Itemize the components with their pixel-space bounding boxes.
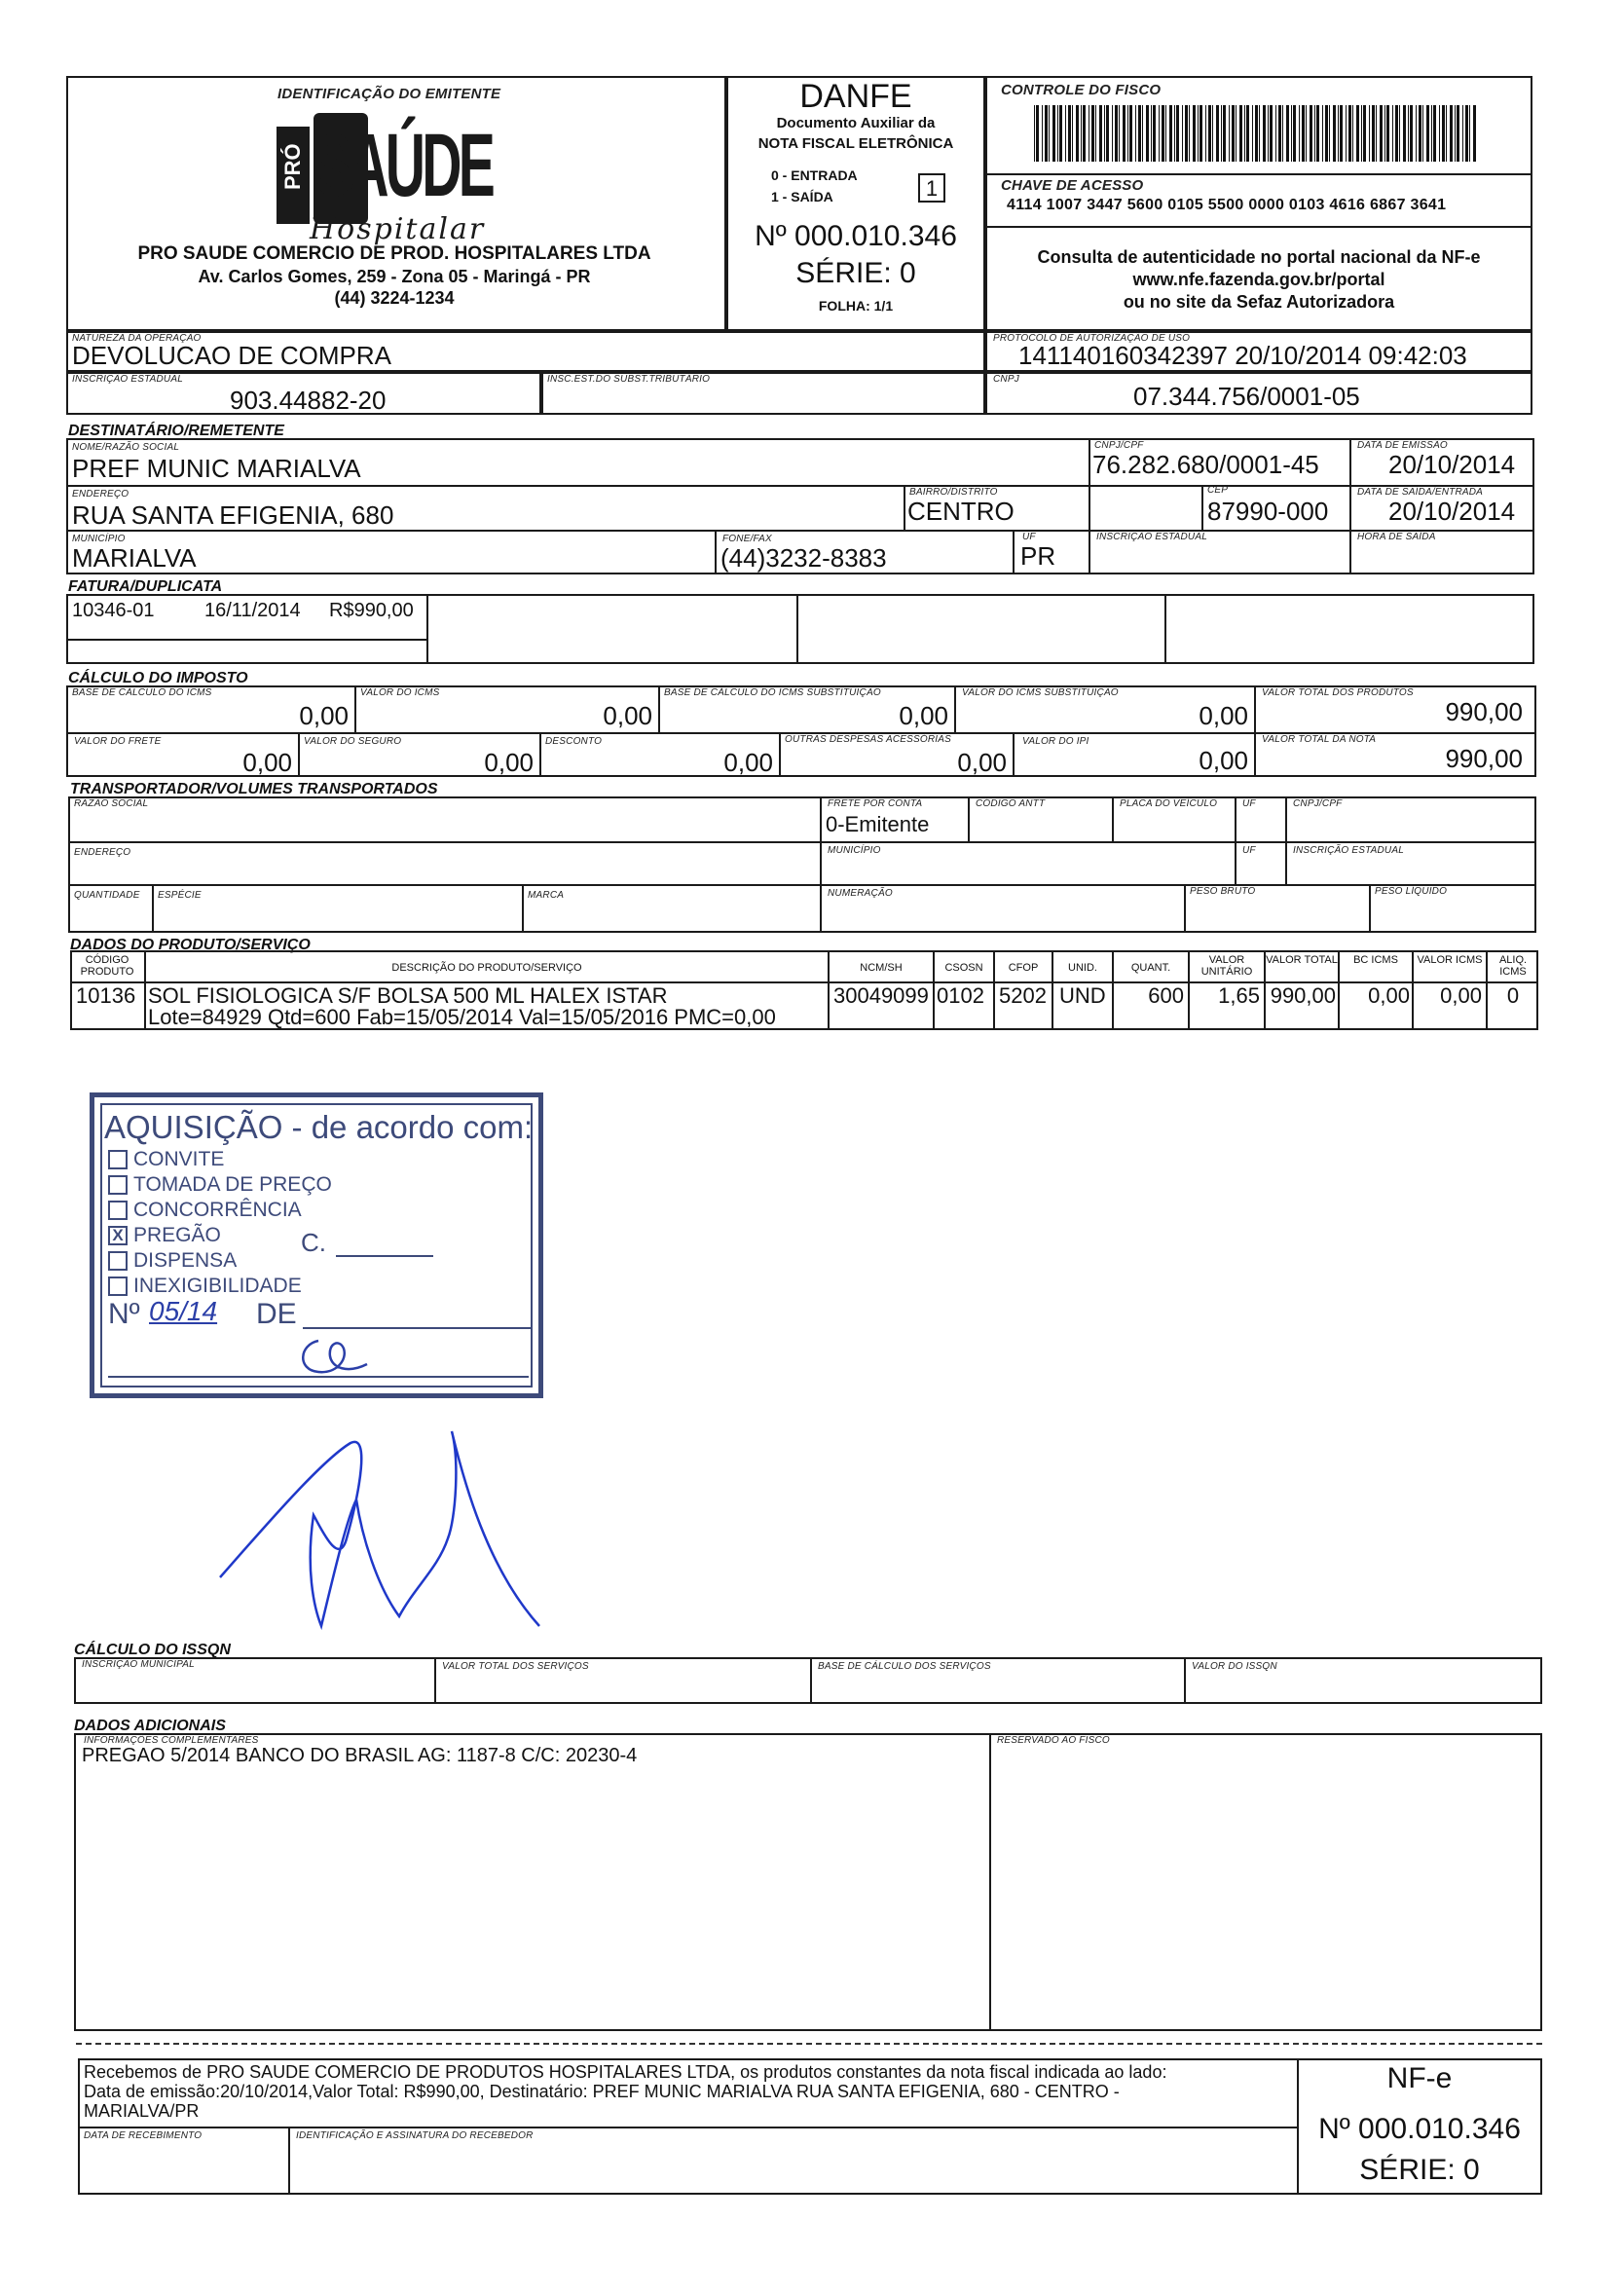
dest-endereco-value: RUA SANTA EFIGENIA, 680 bbox=[72, 500, 394, 530]
signature bbox=[204, 1422, 565, 1675]
imp-icms-label: VALOR DO ICMS bbox=[360, 687, 440, 698]
stamp-title: AQUISIÇÃO - de acordo com: bbox=[104, 1109, 534, 1145]
issqn-valor-label: VALOR DO ISSQN bbox=[1192, 1661, 1277, 1672]
dest-emissao-label: DATA DE EMISSÃO bbox=[1357, 440, 1448, 451]
stamp-checkbox bbox=[108, 1276, 128, 1296]
barcode-bar bbox=[1095, 105, 1096, 162]
barcode-bar bbox=[1299, 105, 1300, 162]
dest-ie-label: INSCRIÇÃO ESTADUAL bbox=[1096, 532, 1207, 542]
barcode-bar bbox=[1159, 105, 1160, 162]
barcode-bar bbox=[1252, 105, 1253, 162]
dest-uf-value: PR bbox=[1020, 541, 1056, 571]
barcode-bar bbox=[1142, 105, 1143, 162]
stamp-option bbox=[108, 1148, 224, 1171]
issqn-box bbox=[74, 1657, 1542, 1704]
item-csosn: 0102 bbox=[937, 983, 984, 1008]
issqn-bc-label: BASE DE CÁLCULO DOS SERVIÇOS bbox=[818, 1661, 991, 1672]
imp-outras-label: OUTRAS DESPESAS ACESSÓRIAS bbox=[785, 734, 951, 745]
stamp-checkbox bbox=[108, 1150, 128, 1169]
barcode-bar bbox=[1135, 105, 1136, 162]
canhoto-texto3: MARIALVA/PR bbox=[84, 2101, 200, 2121]
imp-icms-st-label: VALOR DO ICMS SUBSTITUIÇÃO bbox=[962, 687, 1119, 698]
fatura-cell-border bbox=[66, 594, 428, 641]
cnpj-emitente-label: CNPJ bbox=[993, 374, 1019, 385]
transportador-box bbox=[68, 796, 1536, 933]
item-cfop: 5202 bbox=[999, 983, 1047, 1008]
th-vicms: VALOR ICMS bbox=[1417, 954, 1483, 966]
stamp-initials bbox=[289, 1331, 377, 1386]
barcode-bar bbox=[1212, 105, 1213, 162]
item-ncm: 30049099 bbox=[833, 983, 929, 1008]
adicionais-box bbox=[74, 1733, 1542, 2031]
barcode-bar bbox=[1450, 105, 1453, 162]
imp-total-nota-label: VALOR TOTAL DA NOTA bbox=[1262, 734, 1377, 745]
stamp-option-label: PREGÃO bbox=[133, 1224, 221, 1246]
th-ncm: NCM/SH bbox=[860, 962, 903, 974]
consulta-line3: ou no site da Sefaz Autorizadora bbox=[1123, 292, 1395, 312]
stamp-date-line bbox=[303, 1327, 531, 1329]
dest-cnpj-value: 76.282.680/0001-45 bbox=[1092, 450, 1319, 479]
item-quant: 600 bbox=[1148, 983, 1184, 1008]
stamp-option-label: CONVITE bbox=[133, 1148, 225, 1170]
barcode-bar bbox=[1384, 105, 1385, 162]
fatura-valor: R$990,00 bbox=[329, 600, 414, 621]
imp-desconto-value: 0,00 bbox=[723, 748, 773, 777]
barcode-bar bbox=[1369, 105, 1370, 162]
barcode-bar bbox=[1065, 105, 1066, 162]
imp-frete-label: VALOR DO FRETE bbox=[74, 736, 162, 747]
barcode-bar bbox=[1223, 105, 1226, 162]
barcode-bar bbox=[1091, 105, 1094, 162]
danfe-serie: SÉRIE: 0 bbox=[795, 257, 916, 289]
barcode-bar bbox=[1316, 105, 1319, 162]
cut-line bbox=[76, 2043, 1542, 2045]
ie-value: 903.44882-20 bbox=[230, 386, 387, 415]
stamp-checkbox: X bbox=[108, 1226, 128, 1245]
natureza-label: NATUREZA DA OPERAÇÃO bbox=[72, 333, 202, 344]
barcode-bar bbox=[1176, 105, 1179, 162]
barcode-bar bbox=[1263, 105, 1266, 162]
barcode-bar bbox=[1410, 105, 1413, 162]
danfe-entrada: 0 - ENTRADA bbox=[771, 167, 858, 183]
barcode-bar bbox=[1314, 105, 1315, 162]
ie-st-label: INSC.EST.DO SUBST.TRIBUTÁRIO bbox=[547, 374, 711, 385]
barcode-bar bbox=[1246, 105, 1249, 162]
barcode-bar bbox=[1457, 105, 1459, 162]
destinatario-section: DESTINATÁRIO/REMETENTE bbox=[68, 423, 284, 439]
barcode-bar bbox=[1255, 105, 1258, 162]
dest-hora-label: HORA DE SAÍDA bbox=[1357, 532, 1436, 542]
th-codigo: CÓDIGO PRODUTO bbox=[80, 954, 134, 978]
item-unid: UND bbox=[1059, 983, 1106, 1008]
logo-script-text: Hospitalar bbox=[310, 212, 486, 246]
imp-ipi-label: VALOR DO IPI bbox=[1022, 736, 1089, 747]
barcode-bar bbox=[1302, 105, 1305, 162]
imp-bc-st-value: 0,00 bbox=[899, 701, 948, 730]
barcode-bar bbox=[1259, 105, 1260, 162]
th-csosn: CSOSN bbox=[944, 962, 983, 974]
barcode-bar bbox=[1059, 105, 1062, 162]
barcode-bar bbox=[1232, 105, 1235, 162]
barcode-bar bbox=[1426, 105, 1429, 162]
dest-saida-value: 20/10/2014 bbox=[1388, 497, 1516, 526]
barcode-bar bbox=[1042, 105, 1043, 162]
dest-municipio-label: MUNICÍPIO bbox=[72, 534, 126, 544]
dest-bairro-value: CENTRO bbox=[907, 497, 1015, 526]
th-bcicms: BC ICMS bbox=[1353, 954, 1398, 966]
barcode-bar bbox=[1473, 105, 1476, 162]
fatura-vencimento: 16/11/2014 bbox=[204, 600, 301, 621]
trans-numeracao-label: NUMERAÇÃO bbox=[828, 888, 893, 899]
adicionais-fisco-label: RESERVADO AO FISCO bbox=[997, 1735, 1110, 1746]
canhoto-ident-label: IDENTIFICAÇÃO E ASSINATURA DO RECEBEDOR bbox=[296, 2130, 534, 2141]
imposto-section: CÁLCULO DO IMPOSTO bbox=[68, 670, 248, 686]
imp-desconto-label: DESCONTO bbox=[545, 736, 603, 747]
barcode-bar bbox=[1165, 105, 1166, 162]
barcode-bar bbox=[1045, 105, 1048, 162]
trans-uf2-label: UF bbox=[1242, 845, 1256, 856]
barcode-bar bbox=[1081, 105, 1082, 162]
dest-municipio-value: MARIALVA bbox=[72, 543, 197, 573]
barcode-bar bbox=[1386, 105, 1389, 162]
protocolo-value: 141140160342397 20/10/2014 09:42:03 bbox=[1018, 341, 1467, 370]
barcode-bar bbox=[1239, 105, 1242, 162]
item-descricao2: Lote=84929 Qtd=600 Fab=15/05/2014 Val=15/05/2016 PMC=0,00 bbox=[148, 1005, 776, 1029]
protocolo-label: PROTOCOLO DE AUTORIZAÇÃO DE USO bbox=[993, 333, 1191, 344]
barcode-bar bbox=[1338, 105, 1339, 162]
danfe-tipo: 1 bbox=[918, 173, 945, 203]
danfe-title: DANFE bbox=[799, 78, 912, 115]
barcode-bar bbox=[1270, 105, 1273, 162]
trans-peso-bruto-label: PESO BRUTO bbox=[1190, 886, 1256, 897]
barcode-bar bbox=[1216, 105, 1219, 162]
barcode-bar bbox=[1162, 105, 1164, 162]
barcode-bar bbox=[1123, 105, 1126, 162]
barcode-bar bbox=[1352, 105, 1353, 162]
stamp-option bbox=[108, 1249, 237, 1273]
stamp-option bbox=[108, 1173, 332, 1197]
canhoto-serie: SÉRIE: 0 bbox=[1359, 2154, 1480, 2186]
canhoto-texto2: Data de emissão:20/10/2014,Valor Total: R$990,00, Destinatário: PREF MUNIC MARIALVA RUA SANTA EFIGENIA, 680 - CENTRO - bbox=[84, 2082, 1120, 2101]
trans-endereco-label: ENDEREÇO bbox=[74, 847, 131, 858]
controle-fisco-label: CONTROLE DO FISCO bbox=[1001, 82, 1162, 98]
barcode-bar bbox=[1455, 105, 1456, 162]
barcode-bar bbox=[1442, 105, 1445, 162]
barcode-bar bbox=[1169, 105, 1172, 162]
danfe-numero: Nº 000.010.346 bbox=[755, 220, 957, 252]
barcode-bar bbox=[1057, 105, 1058, 162]
barcode-bar bbox=[1380, 105, 1383, 162]
canhoto-texto1: Recebemos de PRO SAUDE COMERCIO DE PRODUTOS HOSPITALARES LTDA, os produtos constantes da nota fiscal indicada ao lado: bbox=[84, 2062, 1167, 2082]
item-vtotal: 990,00 bbox=[1270, 983, 1336, 1008]
barcode-bar bbox=[1363, 105, 1366, 162]
barcode-bar bbox=[1182, 105, 1183, 162]
barcode-bar bbox=[1333, 105, 1336, 162]
barcode-bar bbox=[1282, 105, 1283, 162]
barcode-bar bbox=[1293, 105, 1296, 162]
company-logo bbox=[271, 109, 524, 246]
barcode-bar bbox=[1278, 105, 1281, 162]
natureza-value: DEVOLUCAO DE COMPRA bbox=[72, 341, 391, 370]
dest-uf-label: UF bbox=[1022, 532, 1036, 542]
stamp-option-label: INEXIGIBILIDADE bbox=[133, 1275, 302, 1297]
stamp-numero: 05/14 bbox=[149, 1296, 218, 1326]
barcode-bar bbox=[1208, 105, 1211, 162]
adicionais-info-label: INFORMAÇÕES COMPLEMENTARES bbox=[84, 1735, 259, 1746]
th-vtotal: VALOR TOTAL bbox=[1266, 954, 1338, 966]
stamp-option bbox=[108, 1224, 221, 1247]
item-codigo: 10136 bbox=[76, 983, 136, 1008]
barcode-bar bbox=[1286, 105, 1289, 162]
barcode-bar bbox=[1099, 105, 1102, 162]
stamp-option-label: TOMADA DE PREÇO bbox=[133, 1173, 332, 1196]
item-aliq: 0 bbox=[1506, 983, 1520, 1008]
barcode-bar bbox=[1049, 105, 1050, 162]
item-descricao1: SOL FISIOLOGICA S/F BOLSA 500 ML HALEX ISTAR bbox=[148, 983, 668, 1008]
barcode-bar bbox=[1034, 105, 1035, 162]
barcode-bar bbox=[1446, 105, 1447, 162]
dest-cep-label: CEP bbox=[1207, 485, 1229, 496]
barcode-bar bbox=[1189, 105, 1190, 162]
barcode-bar bbox=[1392, 105, 1393, 162]
logo-small-text: PRÓ bbox=[280, 143, 305, 190]
barcode-bar bbox=[1205, 105, 1206, 162]
imp-icms-value: 0,00 bbox=[603, 701, 652, 730]
chave-acesso-label: CHAVE DE ACESSO bbox=[1001, 177, 1144, 194]
barcode-bar bbox=[1106, 105, 1109, 162]
imp-outras-value: 0,00 bbox=[957, 748, 1007, 777]
barcode-bar bbox=[1268, 105, 1269, 162]
stamp-c-line bbox=[336, 1255, 433, 1257]
barcode-bar bbox=[1072, 105, 1073, 162]
barcode-bar bbox=[1185, 105, 1188, 162]
barcode-bar bbox=[1291, 105, 1292, 162]
issqn-vts-label: VALOR TOTAL DOS SERVIÇOS bbox=[442, 1661, 589, 1672]
consulta-line2: www.nfe.fazenda.gov.br/portal bbox=[1132, 270, 1385, 289]
imp-total-prod-value: 990,00 bbox=[1445, 697, 1523, 726]
barcode-bar bbox=[1198, 105, 1199, 162]
imp-ipi-value: 0,00 bbox=[1199, 746, 1248, 775]
fatura-numero: 10346-01 bbox=[72, 600, 155, 621]
stamp-option bbox=[108, 1275, 302, 1298]
trans-placa-label: PLACA DO VEÍCULO bbox=[1120, 798, 1218, 809]
item-bcicms: 0,00 bbox=[1368, 983, 1410, 1008]
barcode-bar bbox=[1422, 105, 1423, 162]
barcode-bar bbox=[1275, 105, 1276, 162]
barcode-bar bbox=[1346, 105, 1347, 162]
barcode-bar bbox=[1174, 105, 1175, 162]
consulta-line1: Consulta de autenticidade no portal nacional da NF-e bbox=[1037, 247, 1481, 267]
barcode-bar bbox=[1146, 105, 1149, 162]
adicionais-section: DADOS ADICIONAIS bbox=[74, 1718, 226, 1734]
danfe-saida: 1 - SAÍDA bbox=[771, 189, 833, 204]
trans-cnpj-label: CNPJ/CPF bbox=[1293, 798, 1343, 809]
chave-acesso: 4114 1007 3447 5600 0105 5500 0000 0103 4616 6867 3641 bbox=[1007, 197, 1447, 213]
trans-municipio-label: MUNICÍPIO bbox=[828, 845, 881, 856]
barcode-bar bbox=[1465, 105, 1468, 162]
dest-emissao-value: 20/10/2014 bbox=[1388, 450, 1516, 479]
adicionais-info: PREGAO 5/2014 BANCO DO BRASIL AG: 1187-8 C/C: 20230-4 bbox=[82, 1745, 638, 1766]
item-vunit: 1,65 bbox=[1218, 983, 1260, 1008]
barcode-bar bbox=[1052, 105, 1055, 162]
th-unid: UNID. bbox=[1068, 962, 1097, 974]
dest-nome-label: NOME/RAZÃO SOCIAL bbox=[72, 442, 180, 453]
stamp-checkbox bbox=[108, 1175, 128, 1195]
danfe-subtitle1: Documento Auxiliar da bbox=[776, 115, 936, 131]
trans-uf-label: UF bbox=[1242, 798, 1256, 809]
issqn-im-label: INSCRIÇÃO MUNICIPAL bbox=[82, 1659, 195, 1670]
barcode-bar bbox=[1469, 105, 1470, 162]
imp-total-nota-value: 990,00 bbox=[1445, 744, 1523, 773]
th-vunit: VALOR UNITÁRIO bbox=[1200, 954, 1253, 978]
stamp-option-label: DISPENSA bbox=[133, 1249, 238, 1272]
canhoto-numero: Nº 000.010.346 bbox=[1318, 2113, 1521, 2145]
canhoto-data-label: DATA DE RECEBIMENTO bbox=[84, 2130, 203, 2141]
barcode-bar bbox=[1200, 105, 1202, 162]
dest-fone-label: FONE/FAX bbox=[722, 534, 772, 544]
barcode-bar bbox=[1340, 105, 1343, 162]
barcode-bar bbox=[1462, 105, 1463, 162]
barcode-bar bbox=[1244, 105, 1245, 162]
imp-bc-st-label: BASE DE CÁLCULO DO ICMS SUBSTITUIÇÃO bbox=[664, 687, 881, 698]
trans-frete-value: 0-Emitente bbox=[826, 812, 930, 836]
barcode-bar bbox=[1306, 105, 1307, 162]
barcode-bar bbox=[1129, 105, 1132, 162]
emitente-name: PRO SAUDE COMERCIO DE PROD. HOSPITALARES LTDA bbox=[137, 243, 651, 264]
stamp-checkbox bbox=[108, 1251, 128, 1271]
dest-endereco-label: ENDEREÇO bbox=[72, 489, 129, 500]
imp-seguro-label: VALOR DO SEGURO bbox=[304, 736, 402, 747]
danfe-folha: FOLHA: 1/1 bbox=[818, 298, 894, 314]
issqn-section: CÁLCULO DO ISSQN bbox=[74, 1642, 231, 1658]
th-cfop: CFOP bbox=[1008, 962, 1039, 974]
th-quant: QUANT. bbox=[1130, 962, 1171, 974]
stamp-numero-label: Nº bbox=[108, 1298, 140, 1330]
produtos-section: DADOS DO PRODUTO/SERVIÇO bbox=[70, 937, 311, 953]
trans-marca-label: MARCA bbox=[528, 890, 565, 901]
transportador-section: TRANSPORTADOR/VOLUMES TRANSPORTADOS bbox=[70, 781, 438, 797]
barcode-bar bbox=[1416, 105, 1417, 162]
danfe-subtitle2: NOTA FISCAL ELETRÔNICA bbox=[757, 135, 954, 152]
th-aliq: ALIQ. ICMS bbox=[1498, 954, 1528, 978]
barcode-bar bbox=[1083, 105, 1086, 162]
barcode-bar bbox=[1151, 105, 1152, 162]
barcode-bar bbox=[1068, 105, 1071, 162]
barcode-bar bbox=[1433, 105, 1436, 162]
imp-bc-icms-label: BASE DE CÁLCULO DO ICMS bbox=[72, 687, 212, 698]
emitente-label: IDENTIFICAÇÃO DO EMITENTE bbox=[277, 86, 501, 102]
stamp-option-label: CONCORRÊNCIA bbox=[133, 1199, 302, 1221]
barcode-bar bbox=[1036, 105, 1039, 162]
trans-frete-label: FRETE POR CONTA bbox=[828, 798, 923, 809]
barcode-bar bbox=[1153, 105, 1156, 162]
barcode-bar bbox=[1356, 105, 1359, 162]
imp-seguro-value: 0,00 bbox=[484, 748, 534, 777]
th-descricao: DESCRIÇÃO DO PRODUTO/SERVIÇO bbox=[391, 962, 582, 974]
imp-frete-value: 0,00 bbox=[242, 748, 292, 777]
barcode-bar bbox=[1119, 105, 1120, 162]
barcode-bar bbox=[1408, 105, 1409, 162]
trans-razao-label: RAZÃO SOCIAL bbox=[74, 798, 149, 809]
barcode-bar bbox=[1229, 105, 1230, 162]
logo-main-text: SAÚDE bbox=[315, 116, 493, 215]
imp-icms-st-value: 0,00 bbox=[1199, 701, 1248, 730]
barcode bbox=[1034, 105, 1482, 162]
barcode-bar bbox=[1376, 105, 1377, 162]
barcode-bar bbox=[1395, 105, 1398, 162]
ie-label: INSCRIÇÃO ESTADUAL bbox=[72, 374, 183, 385]
aquisicao-stamp bbox=[90, 1092, 543, 1398]
barcode-bar bbox=[1419, 105, 1421, 162]
cnpj-emitente-value: 07.344.756/0001-05 bbox=[1133, 382, 1360, 411]
barcode-bar bbox=[1138, 105, 1141, 162]
barcode-bar bbox=[1115, 105, 1118, 162]
stamp-de-label: DE bbox=[256, 1298, 297, 1330]
dest-cnpj-label: CNPJ/CPF bbox=[1094, 440, 1144, 451]
barcode-bar bbox=[1193, 105, 1196, 162]
barcode-bar bbox=[1431, 105, 1432, 162]
barcode-bar bbox=[1076, 105, 1079, 162]
barcode-bar bbox=[1372, 105, 1375, 162]
item-vicms: 0,00 bbox=[1440, 983, 1482, 1008]
trans-antt-label: CÓDIGO ANTT bbox=[976, 798, 1046, 809]
dest-nome-value: PREF MUNIC MARIALVA bbox=[72, 454, 361, 483]
barcode-bar bbox=[1325, 105, 1328, 162]
dest-fone-value: (44)3232-8383 bbox=[720, 543, 887, 573]
barcode-bar bbox=[1348, 105, 1351, 162]
barcode-bar bbox=[1399, 105, 1400, 162]
dest-bairro-label: BAIRRO/DISTRITO bbox=[909, 487, 998, 498]
trans-ie-label: INSCRIÇÃO ESTADUAL bbox=[1293, 845, 1404, 856]
barcode-bar bbox=[1104, 105, 1105, 162]
trans-quantidade-label: QUANTIDADE bbox=[74, 890, 140, 901]
stamp-c-label: C. bbox=[301, 1228, 326, 1257]
barcode-bar bbox=[1310, 105, 1312, 162]
emitente-address: Av. Carlos Gomes, 259 - Zona 05 - Maringá - PR bbox=[198, 267, 591, 286]
stamp-checkbox bbox=[108, 1201, 128, 1220]
trans-peso-liquido-label: PESO LÍQUIDO bbox=[1375, 886, 1448, 897]
barcode-bar bbox=[1439, 105, 1440, 162]
barcode-bar bbox=[1361, 105, 1362, 162]
barcode-bar bbox=[1127, 105, 1128, 162]
emitente-phone: (44) 3224-1234 bbox=[334, 288, 455, 308]
imp-total-prod-label: VALOR TOTAL DOS PRODUTOS bbox=[1262, 687, 1414, 698]
stamp-option bbox=[108, 1199, 302, 1222]
canhoto-nfe: NF-e bbox=[1386, 2062, 1453, 2094]
barcode-bar bbox=[1329, 105, 1330, 162]
fatura-section: FATURA/DUPLICATA bbox=[68, 578, 223, 595]
imp-bc-icms-value: 0,00 bbox=[299, 701, 349, 730]
dest-cep-value: 87990-000 bbox=[1207, 497, 1329, 526]
barcode-bar bbox=[1403, 105, 1406, 162]
dest-saida-label: DATA DE SAÍDA/ENTRADA bbox=[1357, 487, 1484, 498]
barcode-bar bbox=[1112, 105, 1113, 162]
trans-especie-label: ESPÉCIE bbox=[158, 890, 202, 901]
barcode-bar bbox=[1221, 105, 1222, 162]
barcode-bar bbox=[1322, 105, 1323, 162]
